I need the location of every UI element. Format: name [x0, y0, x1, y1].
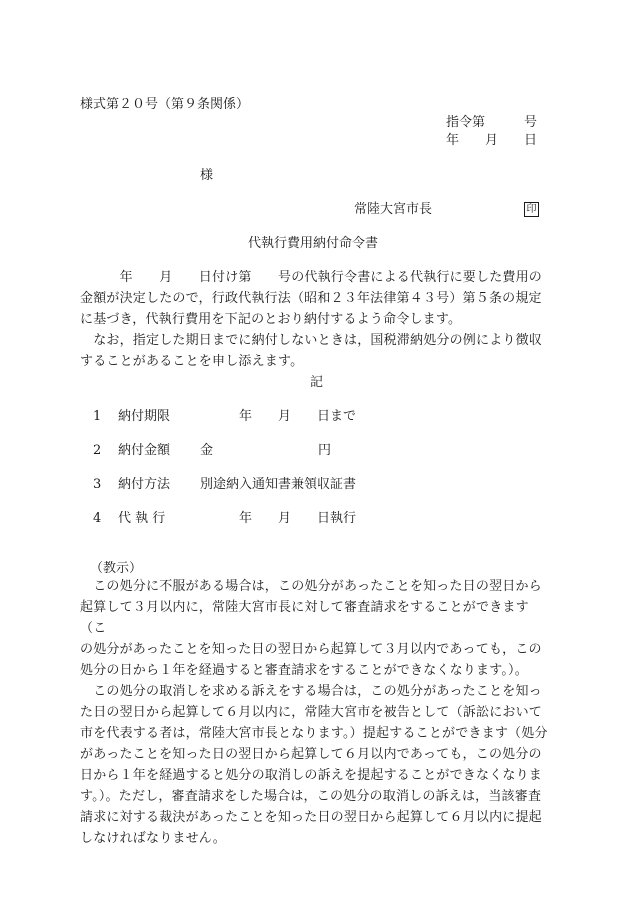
instruction-line: 請求に対する裁決があったことを知った日の翌日から起算して６月以内に提起: [80, 810, 542, 825]
item-label: 納付金額: [118, 443, 171, 458]
body-paragraph-1: [80, 267, 552, 372]
instruction-line: しなければなりません。: [80, 831, 226, 846]
paragraph-line: 金額が決定したので，行政代執行法（昭和２３年法律第４３号）第５条の規定: [80, 291, 542, 306]
seal-mark: [524, 199, 539, 220]
item-value-unit: 円: [318, 443, 332, 458]
paragraph-line: に基づき，代執行費用を下記のとおり納付するよう命令します。: [80, 312, 462, 327]
instruction-body: [80, 576, 552, 849]
instruction-line: 日から１年を経過すると処分の取消しの訴えを提起することができなくなりま: [80, 768, 543, 783]
item-value: 別途納入通知書兼領収証書: [200, 477, 357, 492]
instruction-line: があったことを知った日の翌日から起算して６月以内であっても，この処分の: [80, 747, 542, 762]
instruction-line: す。）。ただし，審査請求をした場合は，この処分の取消しの訴えは，当該審査: [80, 789, 542, 804]
item-label: 納付期限: [118, 409, 171, 424]
paragraph-line: なお，指定した期日までに納付しないときは，国税滞納処分の例により徴収: [80, 333, 543, 348]
item-number: 1: [93, 409, 102, 424]
instruction-line: の処分があったことを知った日の翌日から起算して３月以内であっても，この: [80, 642, 542, 657]
issuer-name: 常陸大宮市長: [354, 202, 433, 217]
instruction-line: 起算して３月以内に，常陸大宮市長に対して審査請求をすることができます（こ: [80, 600, 529, 636]
instruction-line: この処分の取消しを求める訴えをする場合は，この処分があったことを知っ: [80, 684, 542, 699]
item-label: 納付方法: [118, 477, 171, 492]
instruction-line: 市を代表する者は，常陸大宮市長となります。）提起することができます（処分: [80, 726, 548, 741]
instruction-line: た日の翌日から起算して６月以内に，常陸大宮市を被告として（訴訟において: [80, 705, 543, 720]
item-number: 3: [93, 477, 102, 492]
paragraph-line: することがあることを申し添えます。: [80, 354, 304, 369]
instruction-heading: （教示）: [90, 561, 143, 576]
instruction-line: この処分に不服がある場合は，この処分があったことを知った日の翌日から: [80, 579, 542, 594]
item-value: 金: [200, 443, 214, 458]
item-value: 年 月 日まで: [239, 409, 357, 424]
instruction-line: 処分の日から１年を経過すると審査請求をすることができなくなります。）。: [80, 663, 528, 678]
seal-box: 印: [524, 202, 539, 217]
item-value: 年 月 日執行: [239, 511, 357, 526]
issue-date-label: 年 月 日: [446, 133, 538, 148]
item-label: 代 執 行: [118, 511, 166, 526]
form-number: 様式第２０号（第９条関係）: [80, 97, 250, 112]
ki-heading: 記: [310, 375, 324, 390]
paragraph-line: 年 月 日付け第 号の代執行令書による代執行に要した費用の: [80, 270, 543, 285]
document-title: 代執行費用納付命令書: [248, 236, 379, 251]
item-number: 4: [93, 511, 102, 526]
item-number: 2: [93, 443, 102, 458]
order-number-label: 指令第 号: [446, 115, 538, 130]
addressee-suffix: 様: [200, 168, 214, 183]
